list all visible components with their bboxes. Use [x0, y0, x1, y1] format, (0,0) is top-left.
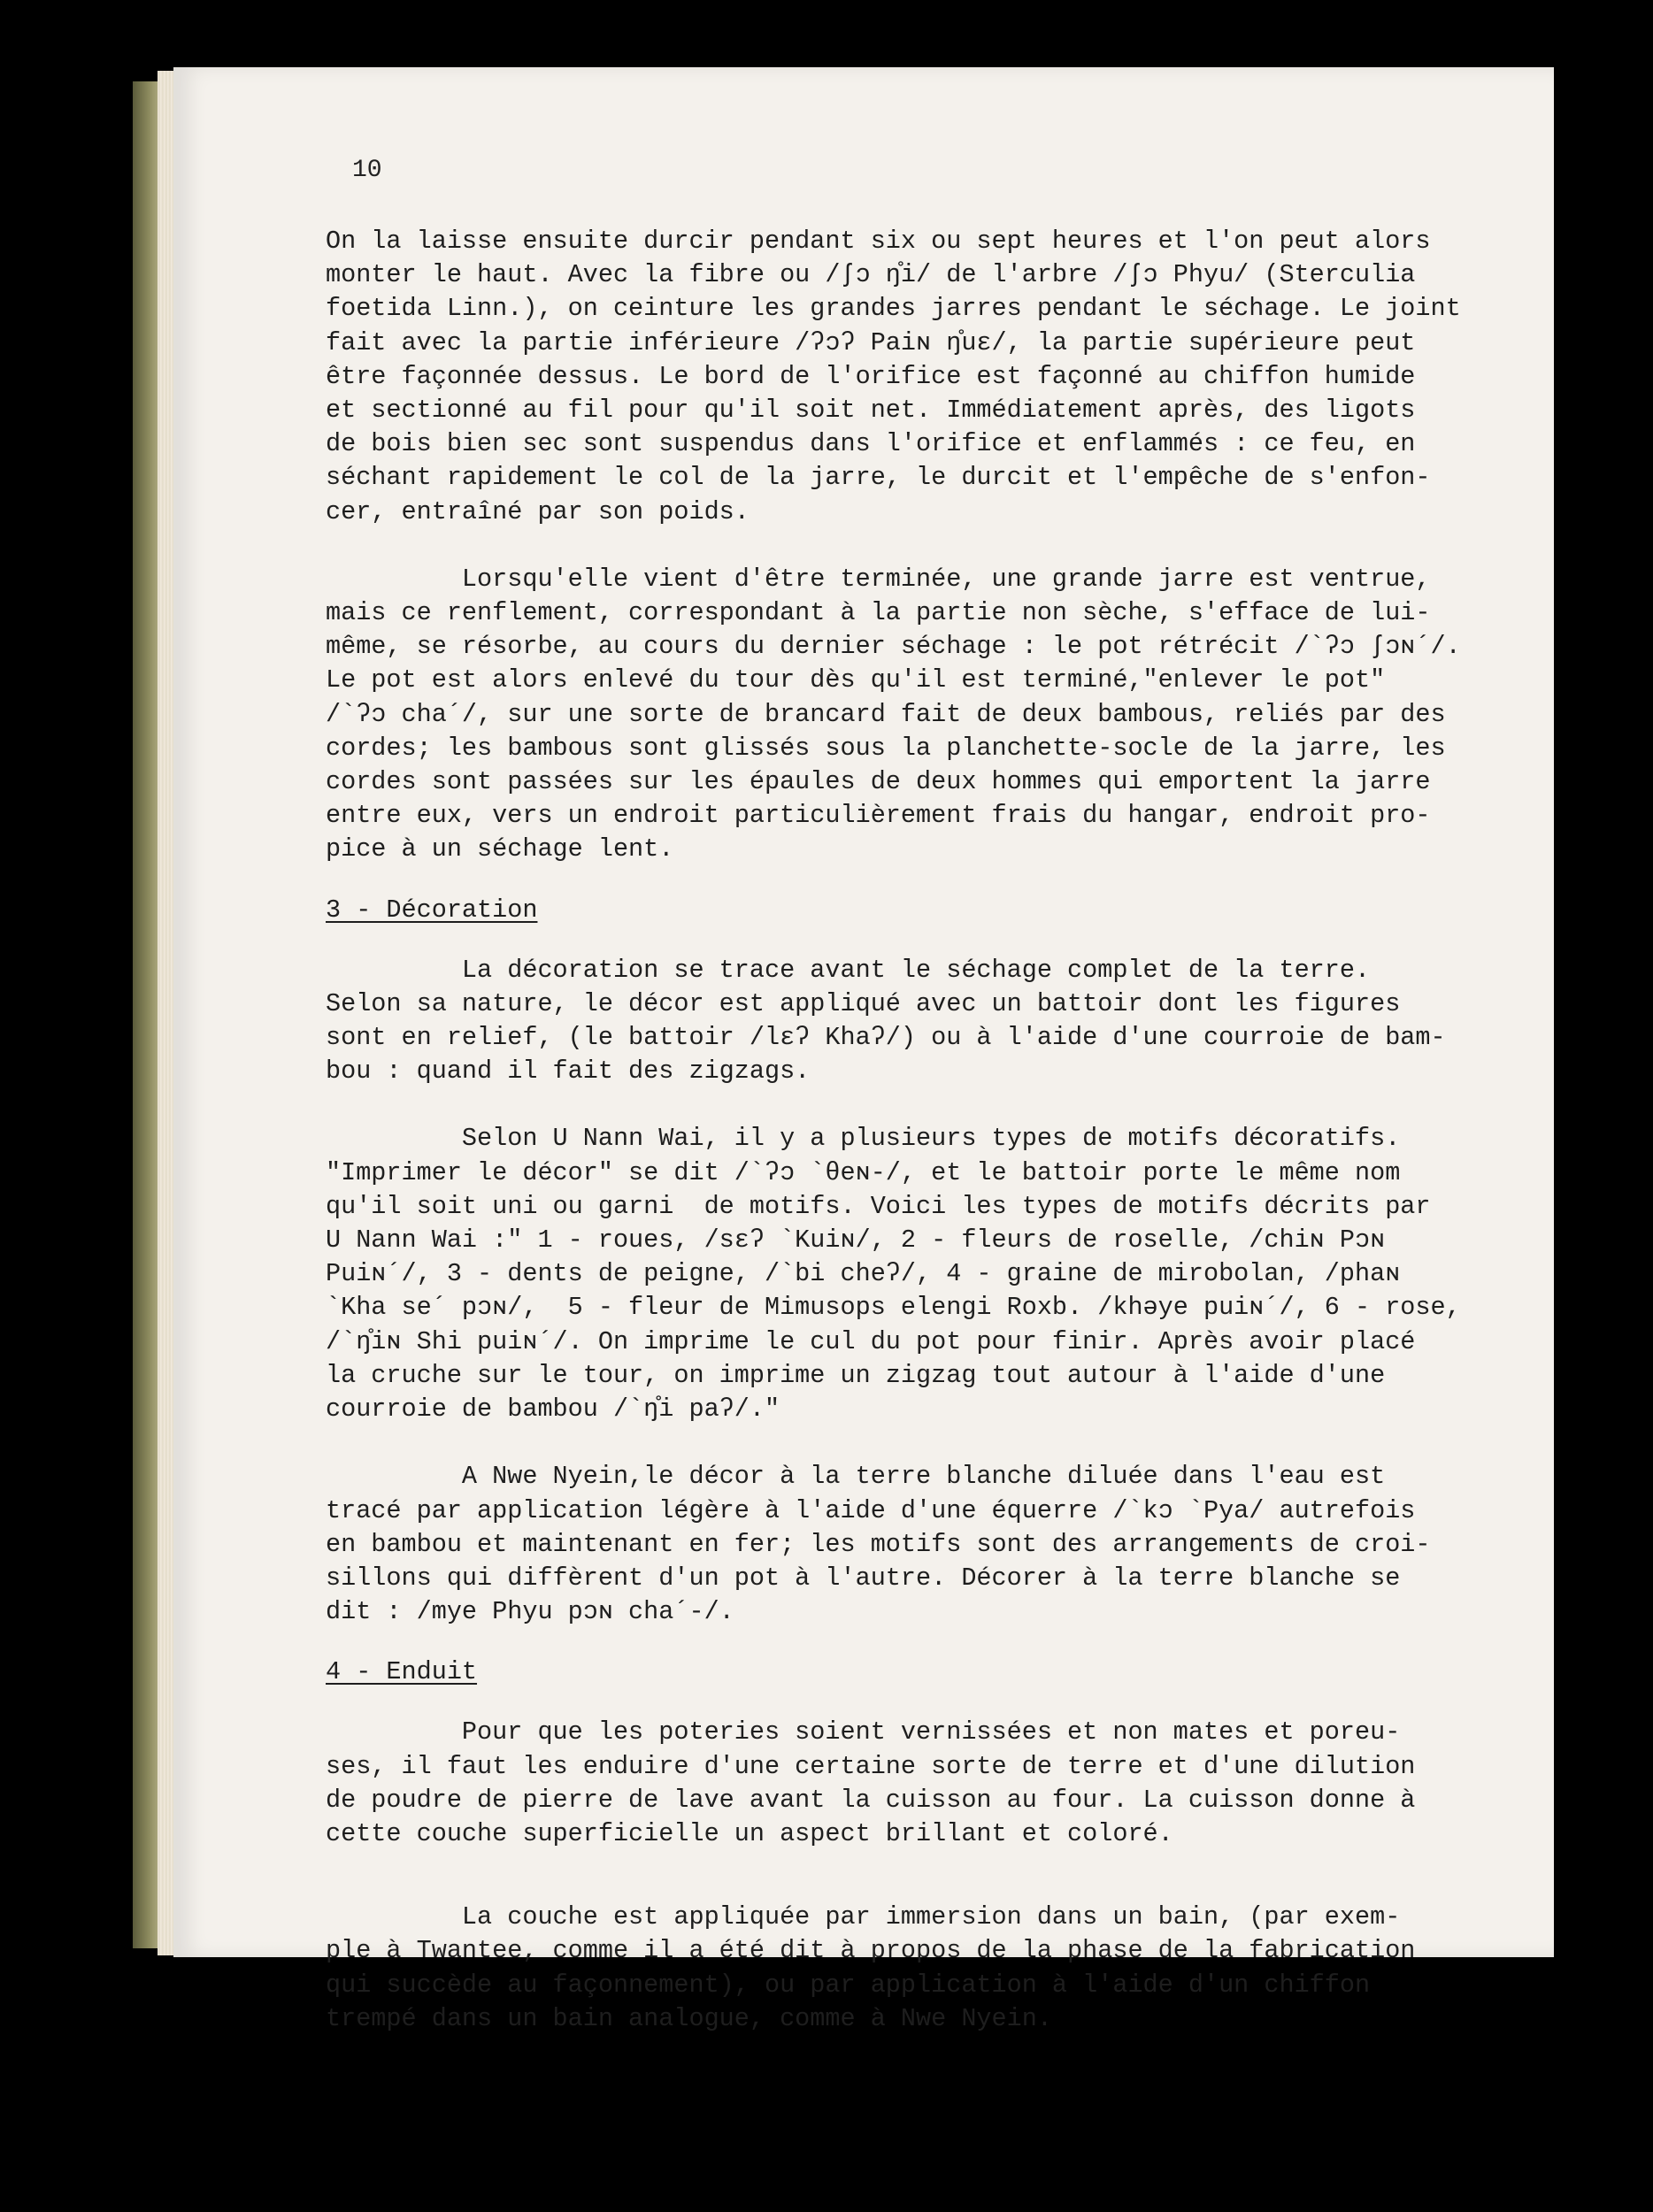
text-line: monter le haut. Avec la fibre ou /ʃɔ ŋ̊i/ de l'arbre /ʃɔ Phyu/ (Sterculia — [326, 260, 1416, 290]
text-line: On la laisse ensuite durcir pendant six ou sept heures et l'on peut alors — [326, 227, 1431, 256]
text-line: `Kha se´ pɔɴ/, 5 - fleur de Mimusops elengi Roxb. /khəye puiɴ´/, 6 - rose, — [326, 1293, 1461, 1323]
text-line: mais ce renflement, correspondant à la partie non sèche, s'efface de lui- — [326, 598, 1431, 628]
text-line: séchant rapidement le col de la jarre, le durcit et l'empêche de s'enfon- — [326, 463, 1431, 493]
text-line: trempé dans un bain analogue, comme à Nwe Nyein. — [326, 2003, 1052, 2033]
page-number: 10 — [352, 157, 382, 184]
document-page — [173, 67, 1554, 2033]
text-line: sillons qui diffèrent d'un pot à l'autre. Décorer à la terre blanche se — [326, 1563, 1401, 1593]
text-line: bou : quand il fait des zigzags. — [326, 1056, 811, 1087]
paragraph-decoration-intro — [326, 954, 1494, 1089]
text-line: en bambou et maintenant en fer; les motifs sont des arrangements de croi- — [326, 1529, 1431, 1559]
text-line: qu'il soit uni ou garni de motifs. Voici les types de motifs décrits par — [326, 1191, 1431, 1221]
text-line: La décoration se trace avant le séchage complet de la terre. — [326, 955, 1371, 985]
text-line: qui succède au façonnement), ou par application à l'aide d'un chiffon — [326, 1970, 1371, 2000]
text-line: Selon U Nann Wai, il y a plusieurs types de motifs décoratifs. — [326, 1124, 1401, 1154]
text-line: A Nwe Nyein,le décor à la terre blanche diluée dans l'eau est — [326, 1462, 1386, 1492]
section-heading-enduit: 4 - Enduit — [326, 1657, 478, 1687]
text-line: la cruche sur le tour, on imprime un zigzag tout autour à l'aide d'une — [326, 1360, 1386, 1390]
text-line: Puiɴ´/, 3 - dents de peigne, /`bi cheʔ/, 4 - graine de mirobolan, /phaɴ — [326, 1259, 1401, 1289]
text-line: foetida Linn.), on ceinture les grandes jarres pendant le séchage. Le joint — [326, 294, 1461, 324]
paragraph-enduit-purpose — [326, 1716, 1494, 1851]
text-line: Selon sa nature, le décor est appliqué avec un battoir dont les figures — [326, 988, 1401, 1018]
text-line: cette couche superficielle un aspect brillant et coloré. — [326, 1818, 1173, 1848]
text-line: sont en relief, (le battoir /lɛʔ Khaʔ/) ou à l'aide d'une courroie de bam- — [326, 1023, 1446, 1053]
text-line: de bois bien sec sont suspendus dans l'orifice et enflammés : ce feu, en — [326, 429, 1416, 459]
text-line: courroie de bambou /`ŋ̊i paʔ/." — [326, 1394, 780, 1425]
text-line: pice à un séchage lent. — [326, 834, 674, 864]
text-line: ple à Twantee, comme il a été dit à propos de la phase de la fabrication — [326, 1936, 1416, 1966]
text-line: /`ŋ̊iɴ Shi puiɴ´/. On imprime le cul du pot pour finir. Après avoir placé — [326, 1326, 1416, 1356]
page-content — [326, 225, 1494, 2036]
paragraph-enduit-application — [326, 1901, 1494, 2036]
text-line: La couche est appliquée par immersion dans un bain, (par exem- — [326, 1902, 1401, 1932]
text-line: et sectionné au fil pour qu'il soit net. Immédiatement après, des ligots — [326, 396, 1416, 426]
paragraph-nwe-nyein-decoration — [326, 1460, 1494, 1629]
text-line: "Imprimer le décor" se dit /`ʔɔ `θeɴ-/, et le battoir porte le même nom — [326, 1157, 1401, 1187]
text-line: fait avec la partie inférieure /ʔɔʔ Paiɴ ŋ̊uɛ/, la partie supérieure peut — [326, 327, 1416, 357]
text-line: même, se résorbe, au cours du dernier séchage : le pot rétrécit /`ʔɔ ʃɔɴ´/. — [326, 632, 1461, 662]
paragraph-jar-drying — [326, 225, 1494, 529]
text-line: ses, il faut les enduire d'une certaine sorte de terre et d'une dilution — [326, 1751, 1416, 1781]
text-line: être façonnée dessus. Le bord de l'orifice est façonné au chiffon humide — [326, 361, 1416, 391]
text-line: de poudre de pierre de lave avant la cuisson au four. La cuisson donne à — [326, 1785, 1416, 1815]
section-heading-decoration: 3 - Décoration — [326, 895, 538, 925]
text-line: tracé par application légère à l'aide d'une équerre /`kɔ `Pya/ autrefois — [326, 1495, 1416, 1525]
text-line: cer, entraîné par son poids. — [326, 496, 750, 526]
paragraph-jar-removal — [326, 563, 1494, 867]
text-line: Lorsqu'elle vient d'être terminée, une grande jarre est ventrue, — [326, 564, 1431, 594]
text-line: dit : /mye Phyu pɔɴ cha´-/. — [326, 1597, 734, 1627]
paragraph-motif-types — [326, 1122, 1494, 1426]
text-line: Pour que les poteries soient vernissées et non mates et poreu- — [326, 1717, 1401, 1747]
text-line: entre eux, vers un endroit particulièrement frais du hangar, endroit pro- — [326, 801, 1431, 831]
text-line: Le pot est alors enlevé du tour dès qu'il est terminé,"enlever le pot" — [326, 665, 1386, 695]
text-line: U Nann Wai :" 1 - roues, /sɛʔ `Kuiɴ/, 2 - fleurs de roselle, /chiɴ Pɔɴ — [326, 1225, 1386, 1256]
text-line: cordes sont passées sur les épaules de deux hommes qui emportent la jarre — [326, 767, 1431, 797]
text-line: /`ʔɔ cha´/, sur une sorte de brancard fait de deux bambous, reliés par des — [326, 699, 1446, 729]
text-line: cordes; les bambous sont glissés sous la planchette-socle de la jarre, les — [326, 733, 1446, 763]
